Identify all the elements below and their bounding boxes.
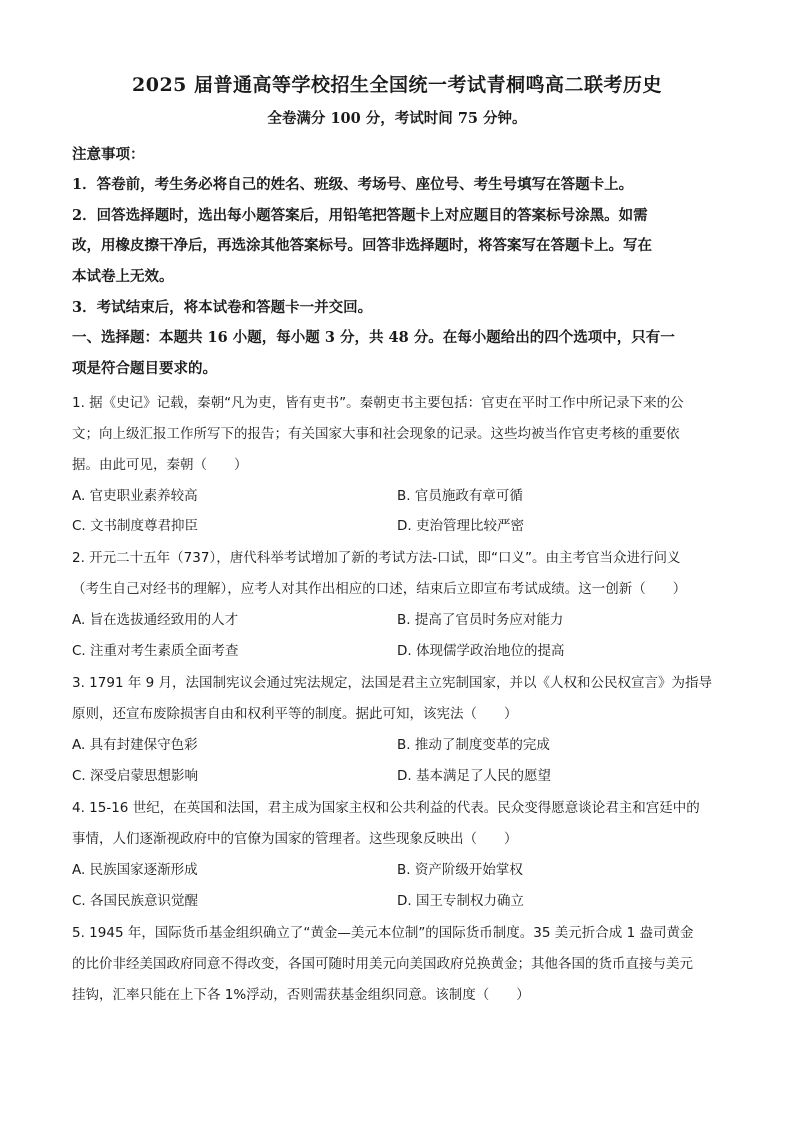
option-b[interactable]: B. 推动了制度变革的完成 [397, 737, 550, 753]
question-text: 3. 1791 年 9 月，法国制宪议会通过宪法规定，法国是君主立宪制国家，并以《人权和公民权宣言》为指导 [72, 675, 712, 691]
notice-line: 改，用橡皮擦干净后，再选涂其他答案标号。回答非选择题时，将答案写在答题卡上。写在 [72, 237, 652, 254]
question-text: 原则，还宣布废除损害自由和权利平等的制度。据此可知，该宪法（ ） [72, 706, 518, 722]
option-b[interactable]: B. 官员施政有章可循 [397, 488, 523, 504]
option-d[interactable]: D. 吏治管理比较严密 [397, 518, 524, 534]
page-subtitle: 全卷满分 100 分，考试时间 75 分钟。 [267, 110, 527, 127]
page-title: 2025 届普通高等学校招生全国统一考试青桐鸣高二联考历史 [132, 74, 662, 96]
option-d[interactable]: D. 国王专制权力确立 [397, 893, 524, 909]
question-text: 据。由此可见，秦朝（ ） [72, 457, 248, 473]
notice-line: 本试卷上无效。 [72, 268, 174, 285]
option-a[interactable]: A. 官吏职业素养较高 [72, 488, 198, 504]
question-text: 事情，人们逐渐视政府中的官僚为国家的管理者。这些现象反映出（ ） [72, 831, 518, 847]
option-c[interactable]: C. 注重对考生素质全面考查 [72, 643, 239, 659]
question-text: 挂钩，汇率只能在上下各 1%浮动，否则需获基金组织同意。该制度（ ） [72, 987, 530, 1003]
option-c[interactable]: C. 各国民族意识觉醒 [72, 893, 199, 909]
option-a[interactable]: A. 民族国家逐渐形成 [72, 862, 198, 878]
question-text: 的比价非经美国政府同意不得改变，各国可随时用美元向美国政府兑换黄金；其他各国的货币直接与美元 [72, 956, 693, 972]
question-text: 1. 据《史记》记载，秦朝“凡为吏，皆有吏书”。秦朝吏书主要包括：官吏在平时工作中所记录下来的公 [72, 395, 684, 411]
option-b[interactable]: B. 资产阶级开始掌权 [397, 862, 523, 878]
option-a[interactable]: A. 具有封建保守色彩 [72, 737, 198, 753]
notice-line: 1．答卷前，考生务必将自己的姓名、班级、考场号、座位号、考生号填写在答题卡上。 [72, 176, 634, 193]
notice-line: 2．回答选择题时，选出每小题答案后，用铅笔把答题卡上对应题目的答案标号涂黑。如需 [72, 207, 648, 224]
option-a[interactable]: A. 旨在选拔通经致用的人才 [72, 612, 239, 628]
question-text: 文；向上级汇报工作所写下的报告；有关国家大事和社会现象的记录。这些均被当作官吏考核的重要依 [72, 426, 680, 442]
notice-line: 3．考试结束后，将本试卷和答题卡一并交回。 [72, 299, 373, 316]
option-c[interactable]: C. 文书制度尊君抑臣 [72, 518, 199, 534]
question-text: 4. 15-16 世纪，在英国和法国，君主成为国家主权和公共利益的代表。民众变得愿意谈论君主和宫廷中的 [72, 800, 700, 816]
option-d[interactable]: D. 基本满足了人民的愿望 [397, 768, 551, 784]
option-c[interactable]: C. 深受启蒙思想影响 [72, 768, 199, 784]
question-text: （考生自己对经书的理解），应考人对其作出相应的口述，结束后立即宣布考试成绩。这一创新（ ） [72, 581, 687, 597]
section-heading: 一、选择题：本题共 16 小题，每小题 3 分，共 48 分。在每小题给出的四个选项中，只有一 [72, 329, 675, 346]
notice-heading: 注意事项： [72, 146, 145, 163]
question-text: 2. 开元二十五年（737），唐代科举考试增加了新的考试方法-口试，即“口义”。由主考官当众进行问义 [72, 550, 681, 566]
option-b[interactable]: B. 提高了官员时务应对能力 [397, 612, 564, 628]
section-heading: 项是符合题目要求的。 [72, 360, 217, 377]
option-d[interactable]: D. 体现儒学政治地位的提高 [397, 643, 565, 659]
question-text: 5. 1945 年，国际货币基金组织确立了“黄金—美元本位制”的国际货币制度。35 美元折合成 1 盎司黄金 [72, 925, 694, 941]
